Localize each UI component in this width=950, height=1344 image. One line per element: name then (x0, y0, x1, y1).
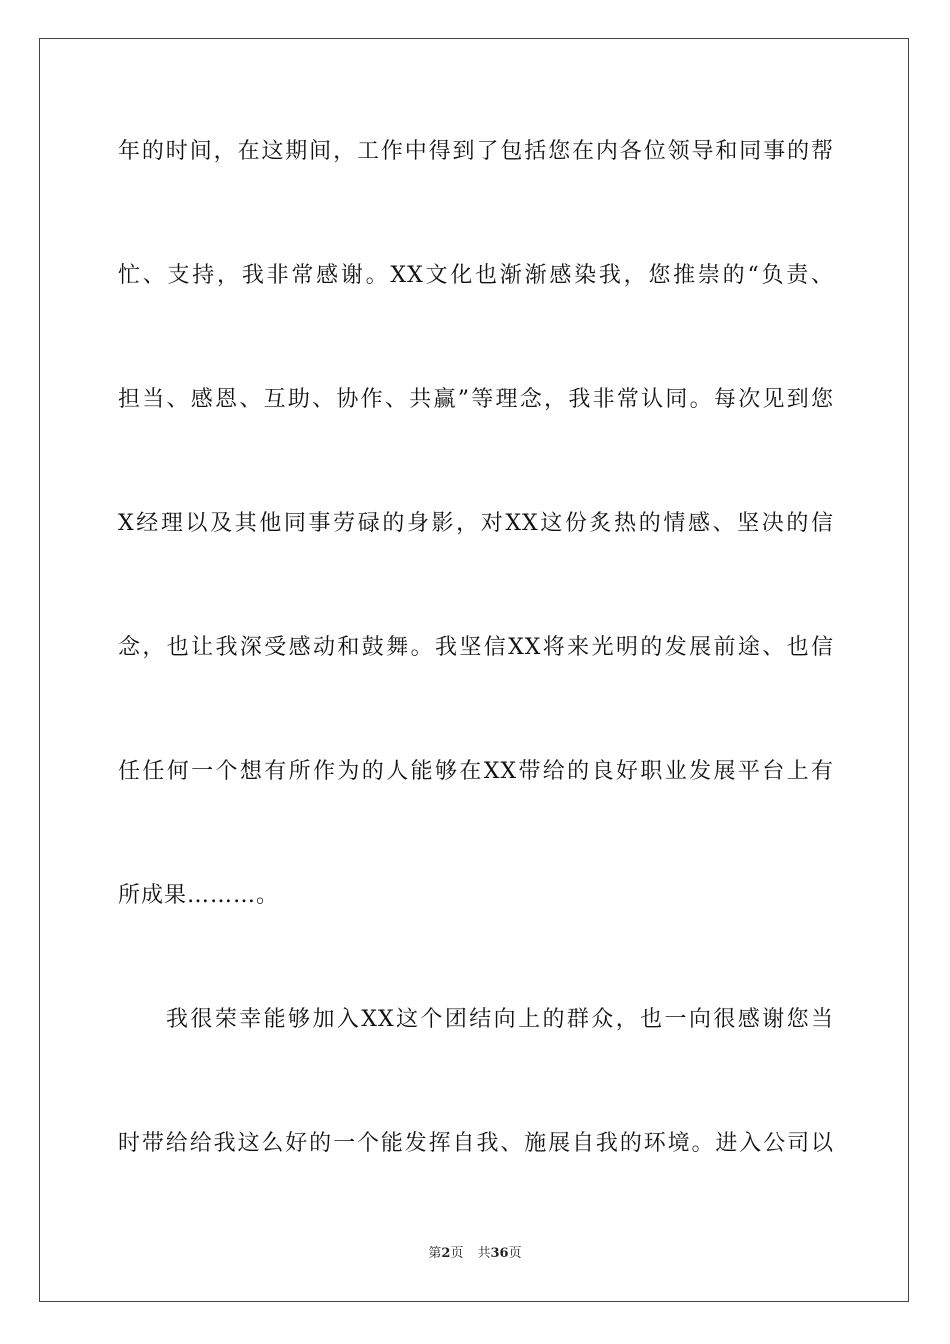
text-line-5: 念，也让我深受感动和鼓舞。我坚信XX将来光明的发展前途、也信 (118, 635, 834, 660)
text-line-3: 担当、感恩、互助、协作、共赢”等理念，我非常认同。每次见到您 (118, 387, 834, 412)
footer-page-current: 2 (441, 1246, 451, 1261)
text-line-4: X经理以及其他同事劳碌的身影，对XX这份炙热的情感、坚决的信 (118, 511, 834, 536)
text-line-6: 任任何一个想有所作为的人能够在XX带给的良好职业发展平台上有 (118, 759, 834, 784)
document-body (118, 128, 834, 1244)
page-footer (0, 1242, 950, 1261)
footer-total-prefix: 共 (477, 1246, 491, 1261)
text-line-8: 我很荣幸能够加入XX这个团结向上的群众，也一向很感谢您当 (166, 1007, 834, 1032)
text-line-2: 忙、支持，我非常感谢。XX文化也渐渐感染我，您推崇的“负责、 (118, 263, 834, 288)
text-line-9: 时带给给我这么好的一个能发挥自我、施展自我的环境。进入公司以 (118, 1131, 834, 1156)
footer-total-unit: 页 (508, 1246, 522, 1261)
text-line-7: 所成果………。 (118, 883, 280, 908)
footer-page-total: 36 (490, 1246, 509, 1261)
text-line-1: 年的时间，在这期间，工作中得到了包括您在内各位领导和同事的帮 (118, 139, 834, 164)
footer-page-prefix: 第 (428, 1246, 442, 1261)
footer-page-unit: 页 (450, 1246, 464, 1261)
